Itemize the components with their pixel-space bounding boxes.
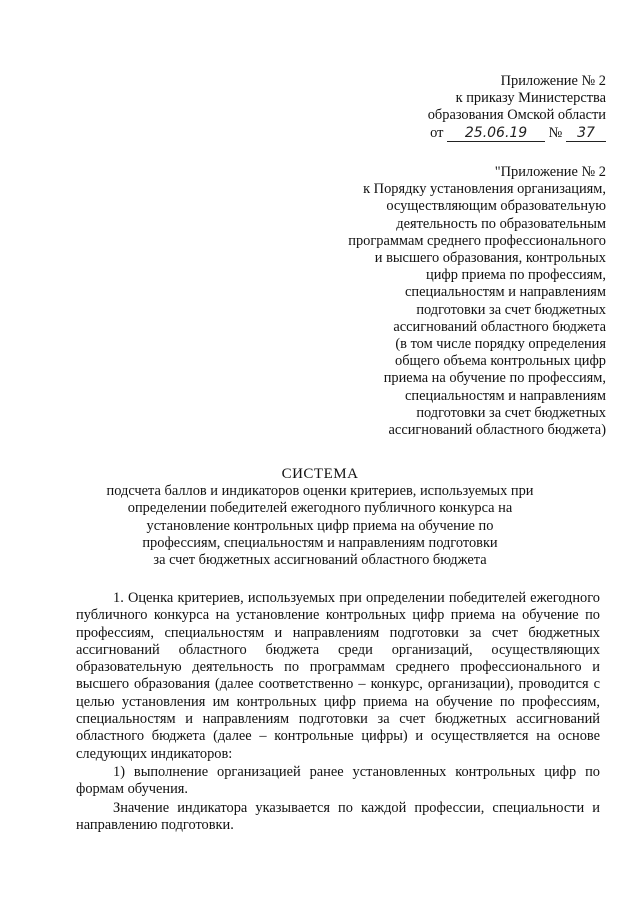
attachment2-line: общего объема контрольных цифр [395,353,606,370]
handwritten-date: 25.06.19 [447,126,545,142]
attachment2-line: и высшего образования, контрольных [374,250,606,267]
handwritten-number: 37 [566,126,606,142]
attachment2-line: цифр приема по профессиям, [426,267,606,284]
attachment2-line: программам среднего профессионального [348,232,606,249]
body-paragraph: Значение индикатора указывается по каждой профессии, специальности и направлению подготовки. [76,799,600,833]
attachment2-line: деятельность по образовательным [396,215,606,232]
ministry-name: образования Омской области [427,107,606,124]
title-heading: СИСТЕМА [281,466,359,482]
order-reference: к приказу Министерства [455,90,606,107]
attachment2-line: специальностям и направлениям [405,387,606,404]
body-paragraph: 1. Оценка критериев, используемых при определении победителей ежегодного публичного конкурса на установление контрольных цифр приема на обучение по профессиям, специальностям и направлениям подготовки за счет бюджетных ассигнований областного бюджета среди организаций, осуществляющих образовательную деятельность по программам среднего профессионального и высшего образования (далее соответственно – конкурс, организации), проводится с целью установления им контрольных цифр приема на обучение по профессиям, специальностям и направлениям подготовки за счет бюджетных ассигнований областного бюджета (далее – контрольные цифры) и осуществляется на основе следующих индикаторов: [76,590,600,762]
attachment2-line: ассигнований областного бюджета [393,318,606,335]
attachment2-line: подготовки за счет бюджетных [416,301,606,318]
title-line: определении победителей ежегодного публичного конкурса на [127,500,513,517]
order-date-number-line [306,125,606,142]
document-body [76,590,600,834]
title-line: подсчета баллов и индикаторов оценки критериев, используемых при [106,483,534,500]
title-line: профессиям, специальностям и направлениям подготовки [142,534,498,551]
number-prefix: № [548,124,563,141]
attachment2-line: подготовки за счет бюджетных [416,404,606,421]
attachment2-line: осуществляющим образовательную [386,198,606,215]
order-attachment-header [306,73,606,142]
title-line: установление контрольных цифр приема на обучение по [146,517,494,534]
date-prefix: от [430,124,444,141]
attachment2-line: приема на обучение по профессиям, [383,370,606,387]
attachment2-line: "Приложение № 2 [494,164,606,180]
attachment2-line: к Порядку установления организациям, [363,181,606,198]
attachment2-line: специальностям и направлениям [405,284,606,301]
document-title [95,466,545,569]
procedure-attachment-header [306,164,606,439]
title-line: за счет бюджетных ассигнований областного бюджета [153,552,487,569]
body-paragraph: 1) выполнение организацией ранее установленных контрольных цифр по формам обучения. [76,763,600,798]
attachment2-line: (в том числе порядку определения [395,336,606,353]
attachment-number: Приложение № 2 [500,73,606,89]
attachment2-line: ассигнований областного бюджета) [388,422,606,439]
